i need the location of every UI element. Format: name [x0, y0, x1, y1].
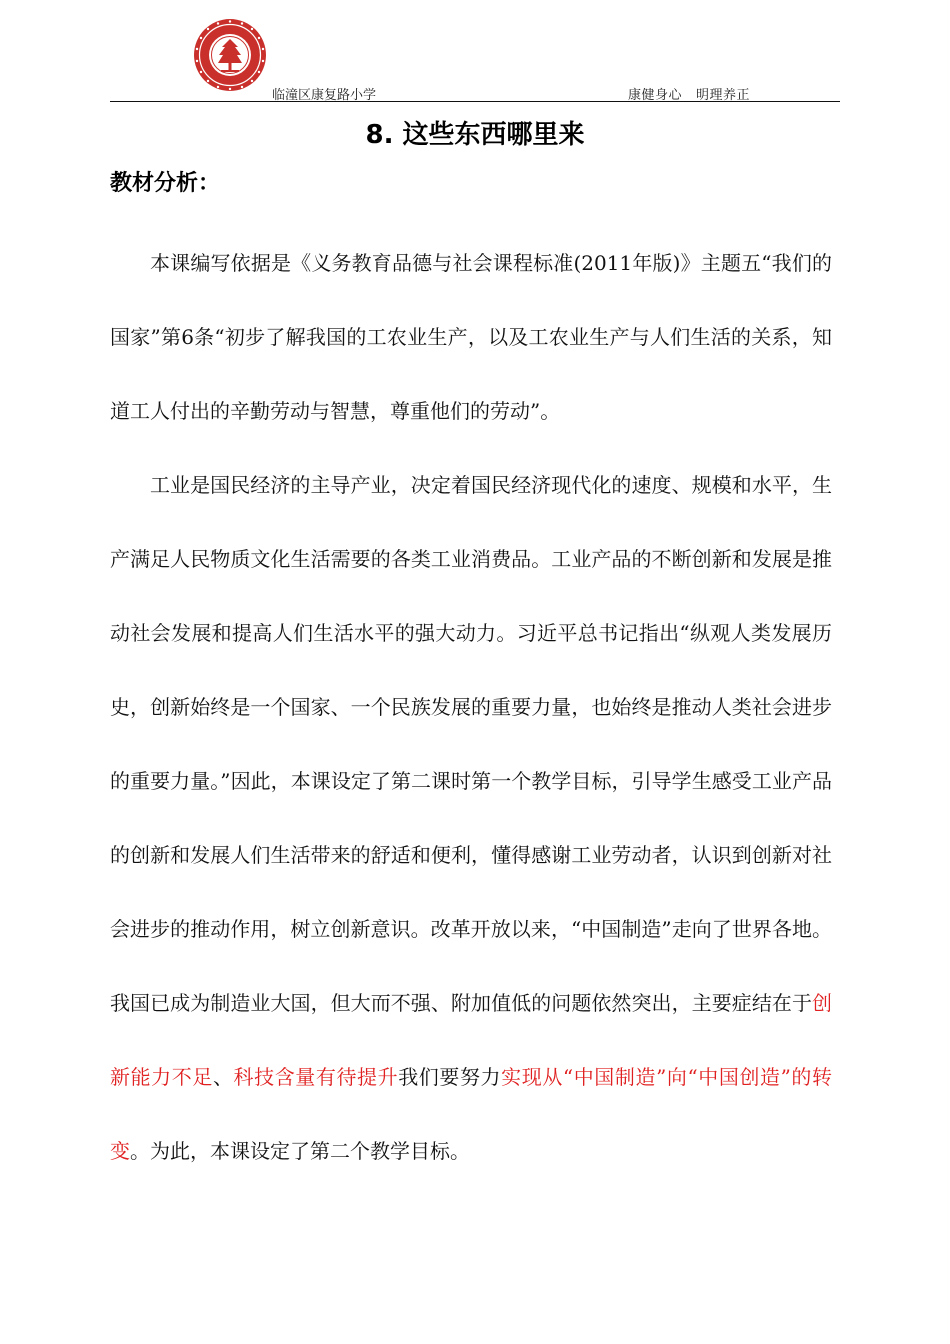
highlight-tech-content: 科技含量有待提升: [233, 1065, 399, 1089]
header-motto-2: 明理养正: [696, 88, 751, 103]
page-title: 8. 这些东西哪里来: [365, 120, 585, 150]
paragraph-2: [110, 448, 832, 1188]
paragraph-2-text-3: 。为此，本课设定了第二个教学目标。: [130, 1139, 470, 1163]
header-divider: [110, 101, 840, 102]
document-body: [110, 226, 832, 1188]
school-seal-logo: [192, 17, 268, 93]
paragraph-2-text-1: 工业是国民经济的主导产业，决定着国民经济现代化的速度、规模和水平，生产满足人民物质文化生活需要的各类工业消费品。工业产品的不断创新和发展是推动社会发展和提高人们生活水平的强大动力。习近平总书记指出“纵观人类发展历史，创新始终是一个国家、一个民族发展的重要力量，也始终是推动人类社会进步的重要力量。”因此，本课设定了第二课时第一个教学目标，引导学生感受工业产品的创新和发展人们生活带来的舒适和便利，懂得感谢工业劳动者，认识到创新对社会进步的推动作用，树立创新意识。改革开放以来，“中国制造”走向了世界各地。我国已成为制造业大国，但大而不强、附加值低的问题依然突出，主要症结在于: [110, 473, 832, 1015]
highlight-innovation-ability: 创新能力不足: [110, 991, 832, 1089]
header-motto-1: 康健身心: [628, 88, 683, 103]
paragraph-2-text-2: 我们要努力: [398, 1065, 502, 1089]
highlight-separator: 、: [212, 1065, 234, 1089]
section-heading: 教材分析：: [110, 171, 221, 196]
header-school-name: 临潼区康复路小学: [272, 88, 377, 103]
paragraph-1: 本课编写依据是《义务教育品德与社会课程标准(2011年版)》主题五“我们的国家”第6条“初步了解我国的工农业生产，以及工农业生产与人们生活的关系，知道工人付出的辛勤劳动与智慧，尊重他们的劳动”。: [110, 251, 832, 423]
highlight-made-to-created: 实现从“中国制造”向“中国创造”的转变: [110, 1065, 833, 1163]
